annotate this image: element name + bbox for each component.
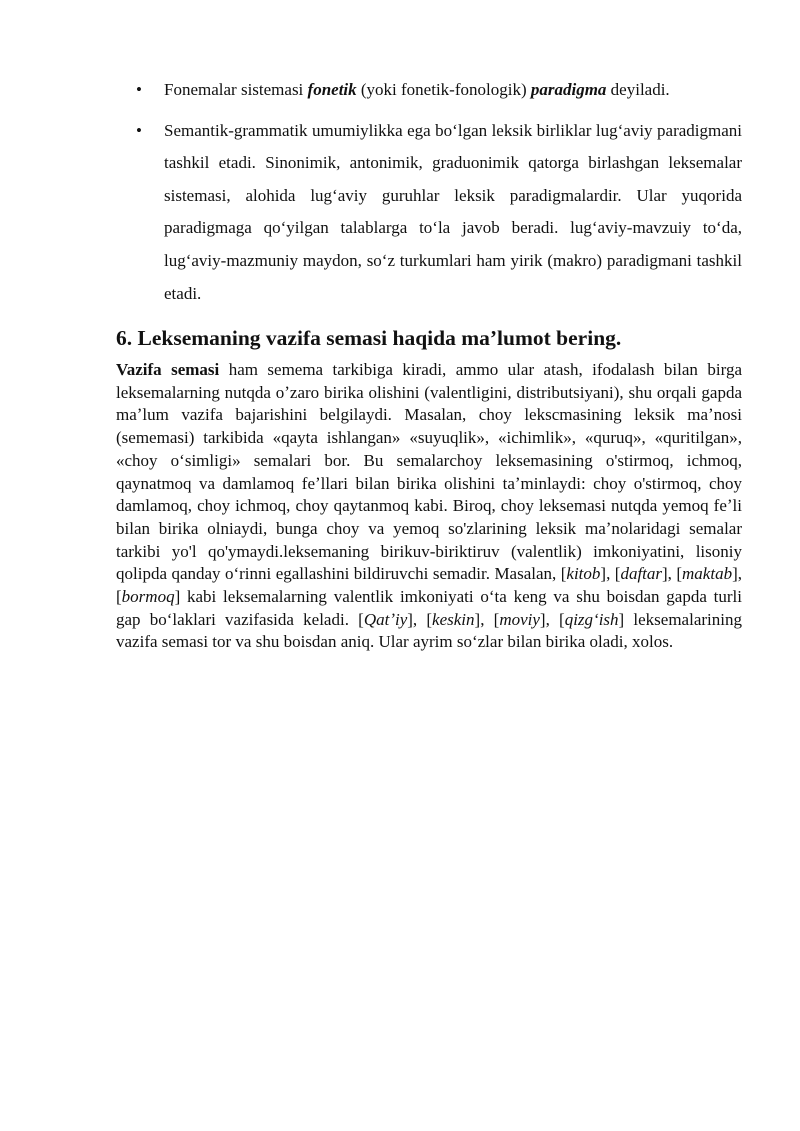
paragraph-text: ham semema tarkibiga kiradi, ammo ular atash, ifodalash bilan birga leksemalarning nutqda oʼzaro birika olishini (valentligini, distributsiyani), shu orqali gapda maʼlum vazifa bajarishini belgilaydi. Masalan, choy lekscmasining leksik maʼnosi (sememasi) tarkibida «qayta ishlangan» «suyuqlik», «ichimlik», «quruq», «quritilgan», «choy oʻsimligi» semalari bor. Bu semalarchoy leksemasining o'stirmoq, ichmoq, qaynatmoq va damlamoq feʼllari bilan birika olishini taʼminlaydi: choy o'stirmoq, choy damlamoq, choy ichmoq, choy qaytanmoq kabi. Biroq, choy leksemasi nutqda yemoq feʼli bilan birika olniaydi, bunga choy va yemoq so'zlarining leksik maʼnolaridagi semalar tarkibi yo'l qo'ymaydi.leksemaning birikuv-biriktiruv (valentlik) imkoniyatini, lisoniy qolipda qanday oʻrinni egallashini bildiruvchi semadir. Masalan, [	[116, 360, 742, 584]
bullet-1-text: deyiladi.	[606, 80, 670, 99]
example-word: daftar	[620, 564, 662, 584]
paragraph-text: ], [	[539, 609, 565, 629]
paragraph-text: ], [	[474, 609, 500, 629]
bullet-item-1	[136, 74, 742, 107]
bullet-1-text: Fonemalar sistemasi	[164, 80, 308, 99]
example-word: Qatʼiy	[363, 609, 408, 629]
bullet-marker: •	[136, 120, 142, 140]
bullet-1-text: (yoki fonetik-fonologik)	[356, 80, 531, 99]
example-word: qizgʻish	[564, 609, 619, 629]
example-word: maktab	[682, 564, 733, 584]
bullet-2-text: Semantik-grammatik umumiylikka ega boʻlgan leksik birliklar lugʻaviy paradigmani tashkil etadi. Sinonimik, antonimik, graduonimik qatorga birlashgan leksemalar sistemasi, alohida lugʻaviy guruhlar leksik paradigmalardir. Ular yuqorida paradigmaga qoʻyilgan talablarga toʻla javob beradi. lugʻaviy-mavzuiy toʻda, lugʻaviy-mazmuniy maydon, soʻz turkumlari ham yirik (makro) paradigmani tashkil etadi.	[164, 120, 742, 303]
example-word: bormoq	[121, 587, 175, 607]
paragraph-text: ] leksemalarining vazifa semasi tor va shu boisdan aniq. Ular ayrim soʻzlar bilan birika oladi, xolos.	[116, 609, 742, 652]
paragraph-text: ], [	[662, 564, 683, 584]
section-heading: 6. Leksemaning vazifa semasi haqida maʼlumot bering.	[116, 326, 622, 350]
term-paradigma: paradigma	[530, 80, 607, 99]
bullet-marker: •	[136, 80, 142, 99]
body-paragraph	[116, 359, 742, 654]
example-word: moviy	[499, 609, 540, 629]
paragraph-text: ] kabi leksemalarning valentlik imkoniyati oʻta keng va shu boisdan gapda turli gap boʻlaklari vazifasida keladi. [	[116, 587, 742, 629]
example-word: keskin	[432, 609, 475, 629]
paragraph-text: ], [	[407, 609, 433, 629]
paragraph-text: ], [	[116, 564, 742, 607]
example-word: kitob	[566, 564, 601, 584]
paragraph-text: ], [	[600, 564, 621, 584]
bullet-item-2	[136, 115, 742, 311]
lead-term: Vazifa semasi	[116, 360, 220, 379]
term-fonetik: fonetik	[307, 80, 357, 99]
bullet-list	[136, 74, 742, 318]
